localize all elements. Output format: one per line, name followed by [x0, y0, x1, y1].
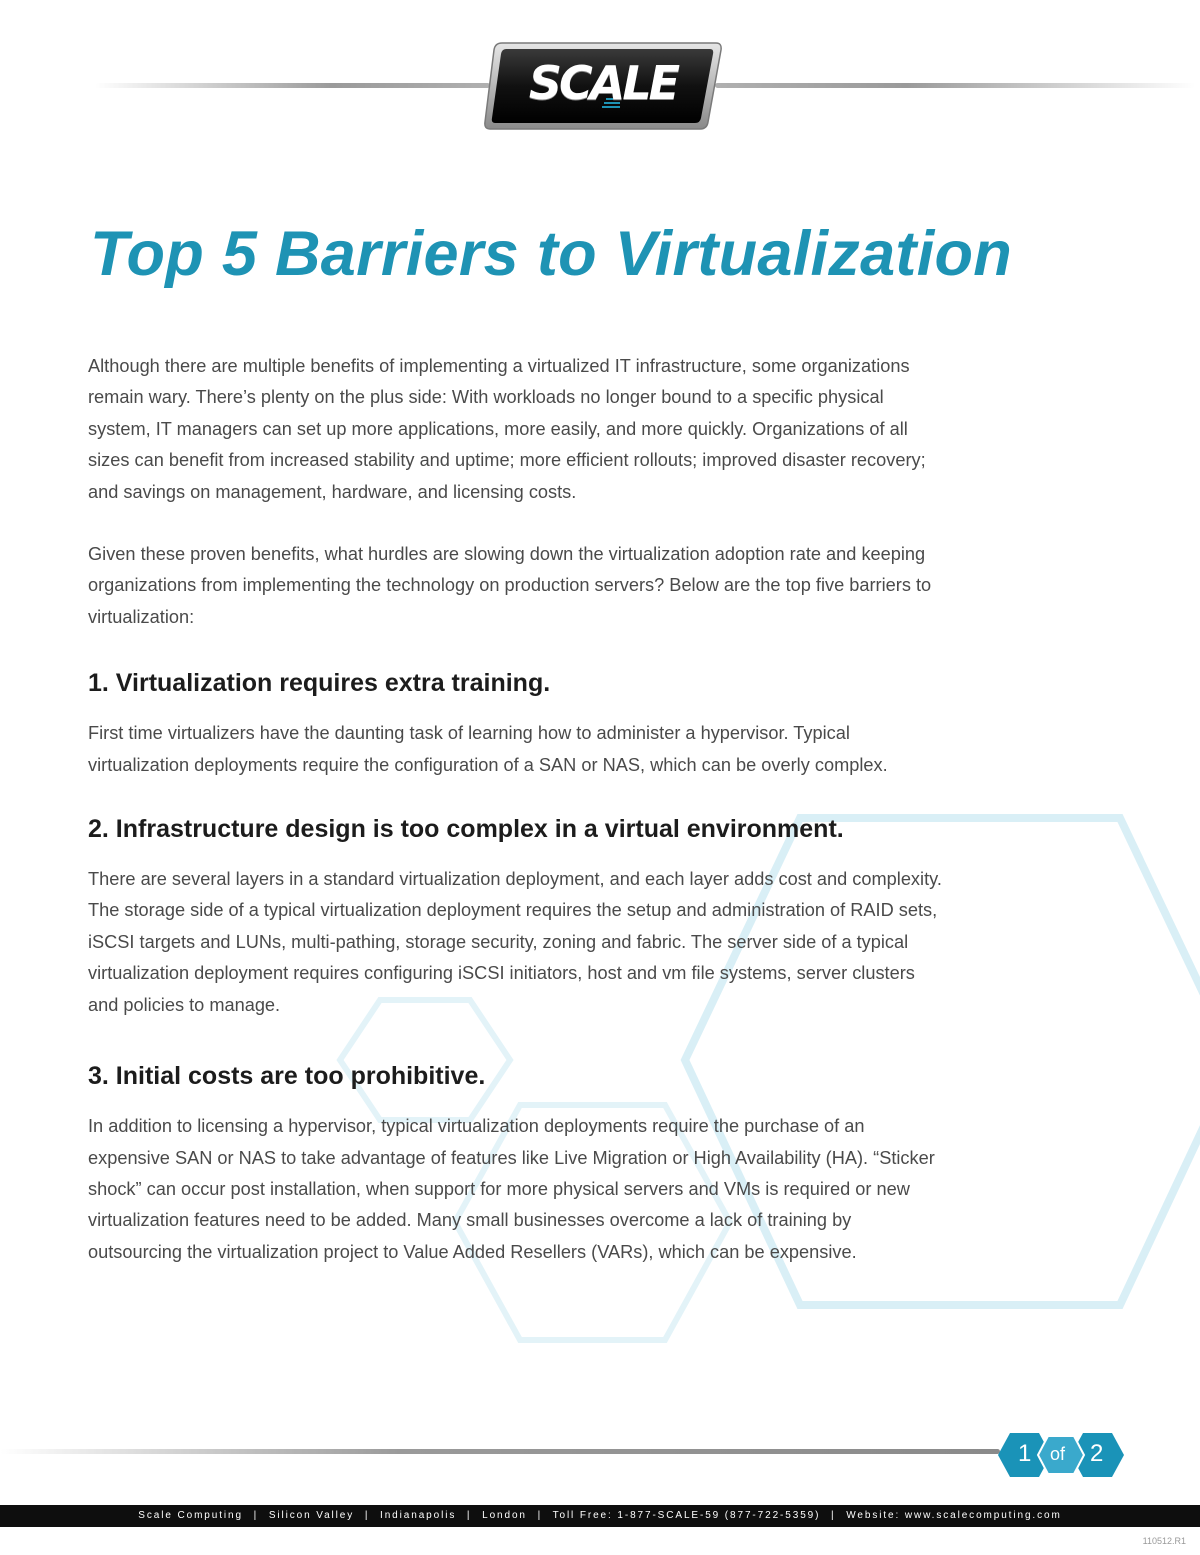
- logo-text: SCALE: [528, 56, 678, 110]
- scale-logo: [484, 40, 722, 131]
- footer-location-indianapolis: Indianapolis: [380, 1510, 457, 1521]
- document-body: [88, 351, 948, 1268]
- footer-website[interactable]: Website: www.scalecomputing.com: [846, 1510, 1062, 1521]
- footer-location-silicon-valley: Silicon Valley: [268, 1510, 355, 1521]
- footer-bar: [0, 1505, 1200, 1527]
- section-3-body: In addition to licensing a hypervisor, typical virtualization deployments require the purchase of an expensive SAN or NAS to take advantage of features like Live Migration or High Availability (HA). “Sticker shock” can occur post installation, when support for more physical servers and VMs is required or new virtualization features need to be added. Many small businesses overcome a lack of training by outsourcing the virtualization project to Value Added Resellers (VARs), which can be expensive.: [88, 1116, 935, 1262]
- footer-separator: |: [537, 1510, 543, 1521]
- header-rule-right: [715, 83, 1195, 88]
- footer-phone: Toll Free: 1-877-SCALE-59 (877-722-5359): [552, 1510, 821, 1521]
- total-pages-number: 2: [1090, 1440, 1104, 1467]
- page-indicator: [998, 1432, 1124, 1478]
- footer-separator: |: [466, 1510, 472, 1521]
- page-of-label: of: [1050, 1444, 1066, 1464]
- footer-separator: |: [253, 1510, 259, 1521]
- section-2-body: There are several layers in a standard virtualization deployment, and each layer adds cost and complexity. The storage side of a typical virtualization deployment requires the setup and administration of RAID sets, iSCSI targets and LUNs, multi-pathing, storage security, zoning and fabric. The server side of a typical virtualization deployment requires configuring iSCSI initiators, host and vm file systems, server clusters and policies to manage.: [88, 869, 942, 1015]
- current-page-number: 1: [1018, 1440, 1032, 1467]
- section-2-heading: 2. Infrastructure design is too complex in a virtual environment.: [88, 815, 844, 844]
- section-1-heading: 1. Virtualization requires extra training.: [88, 669, 551, 698]
- footer-separator: |: [831, 1510, 836, 1521]
- page-title: Top 5 Barriers to Virtualization: [90, 219, 1013, 289]
- section-1-body: First time virtualizers have the daunting task of learning how to administer a hypervisor. Typical virtualization deployments require the configuration of a SAN or NAS, which can be overly complex.: [88, 723, 888, 775]
- section-3-heading: 3. Initial costs are too prohibitive.: [88, 1062, 486, 1091]
- pager-rule: [0, 1449, 1000, 1454]
- header-rule-left: [95, 83, 490, 88]
- document-id: 110512.R1: [1142, 1536, 1186, 1546]
- footer-location-london: London: [482, 1510, 527, 1521]
- footer-separator: |: [364, 1510, 370, 1521]
- footer-company: Scale Computing: [138, 1510, 243, 1521]
- intro-paragraph-1: Although there are multiple benefits of implementing a virtualized IT infrastructure, some organizations remain wary. There’s plenty on the plus side: With workloads no longer bound to a specific physical system, IT managers can set up more applications, more easily, and more quickly. Organizations of all sizes can benefit from increased stability and uptime; more efficient rollouts; improved disaster recovery; and savings on management, hardware, and licensing costs.: [88, 356, 926, 502]
- intro-paragraph-2: Given these proven benefits, what hurdles are slowing down the virtualization adoption rate and keeping organizations from implementing the technology on production servers? Below are the top five barriers to virtualization:: [88, 544, 932, 627]
